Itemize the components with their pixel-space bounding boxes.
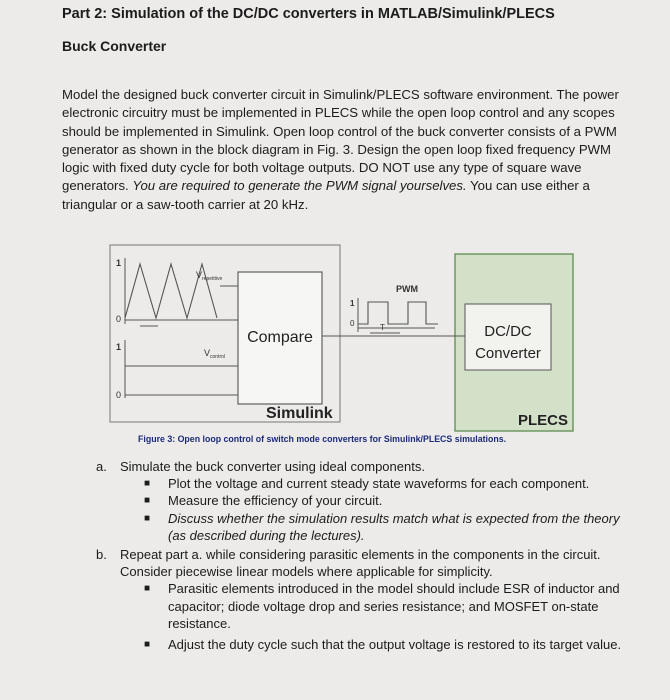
dcdc-label-line1: DC/DC (484, 323, 532, 340)
list-marker-a: a. (96, 459, 107, 474)
bullet-icon: ■ (144, 495, 151, 507)
list-marker-b: b. (96, 547, 107, 563)
control-zero-label: 0 (116, 390, 122, 400)
pwm-zero-label: 0 (350, 319, 355, 328)
dcdc-label-line2: Converter (475, 345, 541, 362)
pwm-period-label: T (380, 323, 385, 332)
bullet-b-2: ■ Adjust the duty cycle such that the output voltage is restored to its target value. (144, 637, 622, 653)
paragraph-text-1: Model the designed buck converter circuit in Simulink/PLECS software environment. The power electronic circuitry must be implemented in PLECS while the open loop control and any scopes should be implemented in Simulink. Open loop control of the buck converter consists of a PWM generator as shown in the block diagram in Fig. 3. Design the open loop fixed frequency PWM logic with fixed duty cycle for both voltage outputs. DO NOT use any type of square wave generators. (62, 87, 619, 194)
bullet-a-3: ■ Discuss whether the simulation results match what is expected from the theory (as described during the lectures). (144, 510, 620, 543)
pwm-one-label: 1 (350, 299, 355, 308)
block-diagram (100, 240, 580, 445)
list-item-a-text: Simulate the buck converter using ideal components. (120, 459, 425, 474)
bullet-b-1: ■ Parasitic elements introduced in the model should include ESR of inductor and capacitor; diode voltage drop and series resistance; and MOSFET on-state resistance. (144, 581, 620, 631)
bullet-icon: ■ (144, 583, 151, 595)
triangular-carrier (125, 264, 217, 318)
plecs-label: PLECS (518, 412, 569, 429)
compare-label: Compare (247, 329, 313, 346)
pwm-waveform (358, 302, 438, 324)
carrier-zero-label: 0 (116, 314, 122, 324)
v-repetitive-label: $V_{repetitive}$ (196, 270, 223, 282)
bullet-icon: ■ (144, 639, 151, 651)
task-list (86, 458, 626, 653)
bullet-a-1: ■ Plot the voltage and current steady state waveforms for each component. (144, 476, 590, 492)
body-paragraph (62, 86, 637, 214)
bullet-icon: ■ (144, 478, 151, 490)
paragraph-emphasis: You are required to generate the PWM signal yourselves. (132, 178, 467, 194)
section-heading: Part 2: Simulation of the DC/DC converters in MATLAB/Simulink/PLECS (62, 6, 555, 22)
pwm-label: PWM (396, 284, 418, 294)
list-item-b-text: Repeat part a. while considering parasitic elements in the components in the circuit. Consider piecewise linear models where applicable for simplicity. (120, 547, 601, 580)
bullet-icon: ■ (144, 512, 151, 524)
paragraph-text-3: You can use either a triangular or a saw-tooth carrier at 20 kHz. (62, 178, 590, 212)
v-control-label: $V_{control}$ (204, 348, 226, 360)
simulink-label: Simulink (266, 405, 333, 422)
figure-caption: Figure 3: Open loop control of switch mode converters for Simulink/PLECS simulations. (138, 434, 507, 444)
block-diagram-figure (100, 240, 580, 445)
bullet-a-2: ■ Measure the efficiency of your circuit. (144, 493, 383, 509)
control-one-label: 1 (116, 342, 122, 352)
carrier-one-label: 1 (116, 258, 122, 268)
subsection-heading: Buck Converter (62, 38, 167, 54)
list-item-a (86, 458, 626, 475)
list-item-b (86, 546, 626, 580)
